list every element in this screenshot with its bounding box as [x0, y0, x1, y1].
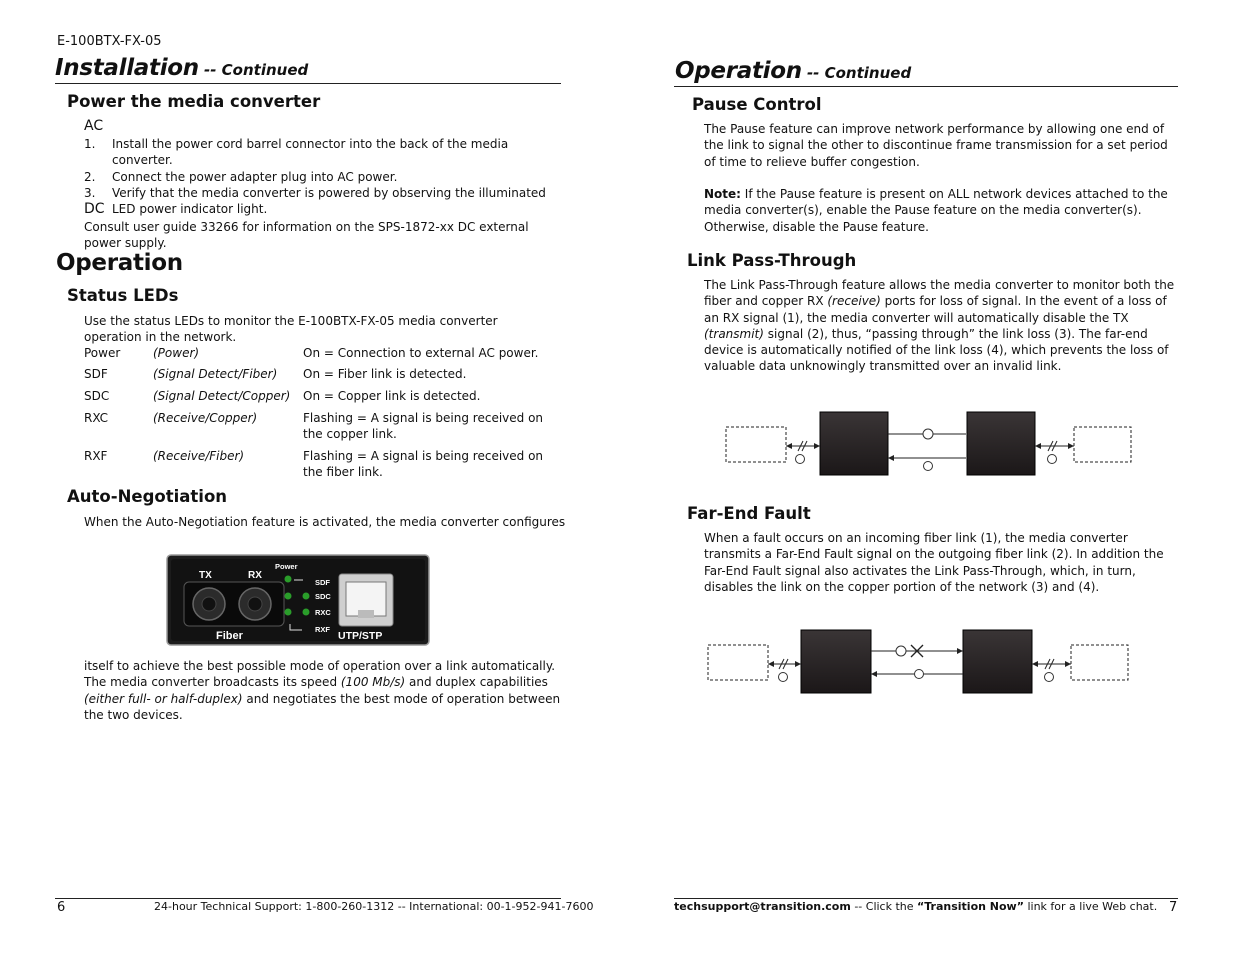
link-pass-through-diagram	[720, 408, 1140, 480]
web-chat-footer: techsupport@transition.com -- Click the “Transition Now” link for a live Web chat.	[674, 900, 1158, 913]
led	[285, 609, 292, 616]
status-leds-heading: Status LEDs	[67, 286, 179, 305]
support-footer: 24-hour Technical Support: 1-800-260-1312 -- International: 00-1-952-941-7600	[154, 900, 594, 913]
dc-label: DC	[84, 201, 105, 217]
power-steps	[84, 136, 559, 217]
status-leds-intro: Use the status LEDs to monitor the E-100BTX-FX-05 media converter operation in the network.	[84, 314, 498, 345]
far-end-fault-text: When a fault occurs on an incoming fiber link (1), the media converter transmits a Far-End Fault signal on the outgoing fiber link (2). In addition the Far-End Fault signal also activates the Link Pass-Through, which, in turn, disables the link on the copper portion of the network (3) and (4).	[704, 531, 1164, 594]
power-heading: Power the media converter	[67, 92, 321, 111]
rx-label: RX	[248, 570, 262, 581]
link-pass-through-heading: Link Pass-Through	[687, 251, 857, 270]
installation-title: Installation -- Continued	[55, 55, 309, 81]
header-rule	[55, 83, 561, 84]
converter-box	[967, 412, 1035, 475]
rxc-label: RXC	[315, 608, 331, 617]
fiber-label: Fiber	[216, 630, 243, 642]
utp-stp-label: UTP/STP	[338, 630, 383, 642]
converter-box	[820, 412, 888, 475]
tx-label: TX	[199, 570, 212, 581]
far-end-fault-heading: Far-End Fault	[687, 504, 811, 523]
auto-negotiation-text-top: When the Auto-Negotiation feature is activated, the media converter configures	[84, 515, 566, 529]
pause-note: Note: If the Pause feature is present on ALL network devices attached to the media converter(s), enable the Pause feature on the media converter(s). Otherwise, disable the Pause feature.	[704, 187, 1168, 234]
device-box	[726, 427, 786, 462]
rxf-label: RXF	[315, 625, 330, 634]
pause-text: The Pause feature can improve network performance by allowing one end of the link to signal the other to discontinue frame transmission for a set period of time to relieve buffer congestion.	[704, 122, 1168, 169]
page-number: 7	[1169, 900, 1178, 915]
sdc-label: SDC	[315, 592, 331, 601]
led	[303, 609, 310, 616]
pause-heading: Pause Control	[692, 95, 822, 114]
converter-box	[963, 630, 1032, 693]
device-box	[1071, 645, 1128, 680]
footer-rule	[55, 898, 561, 899]
header-rule	[674, 86, 1178, 87]
link-pass-through-text: The Link Pass-Through feature allows the media converter to monitor both the fiber and copper RX (receive) ports for loss of signal. In the event of a loss of an RX signal (1), the media converter will automatically disable the TX (transmit) signal (2), thus, “passing through” the link loss (3). The far-end device is automatically notified of the link loss (4), which prevents the loss of valuable data unknowingly transmitted over an invalid link.	[704, 278, 1175, 374]
media-converter-image	[166, 554, 430, 646]
operation-continued-title: Operation -- Continued	[675, 58, 912, 84]
far-end-fault-diagram	[702, 626, 1132, 698]
device-box	[708, 645, 768, 680]
led	[285, 593, 292, 600]
document-code: E-100BTX-FX-05	[57, 34, 162, 49]
page-number: 6	[57, 900, 66, 915]
power-led	[285, 576, 292, 583]
operation-title: Operation	[56, 250, 183, 276]
auto-negotiation-heading: Auto-Negotiation	[67, 487, 228, 506]
list-item: 1. Install the power cord barrel connector into the back of the media converter.	[84, 137, 509, 168]
converter-box	[801, 630, 871, 693]
ac-label: AC	[84, 118, 104, 134]
list-item: 2. Connect the power adapter plug into AC power.	[84, 169, 398, 184]
footer-rule	[674, 898, 1178, 899]
led	[303, 593, 310, 600]
auto-negotiation-text: itself to achieve the best possible mode of operation over a link automatically. The media converter broadcasts its speed (100 Mb/s) and duplex capabilities (either full- or half-duplex) and negotiates the best mode of operation between the two devices.	[84, 659, 561, 722]
dc-text: Consult user guide 33266 for information on the SPS-1872-xx DC external power supply.	[84, 220, 529, 251]
list-item: 3. Verify that the media converter is powered by observing the illuminated LED power indicator light.	[84, 185, 546, 217]
power-led-label: Power	[275, 562, 298, 571]
device-box	[1074, 427, 1131, 462]
sdf-label: SDF	[315, 578, 330, 587]
